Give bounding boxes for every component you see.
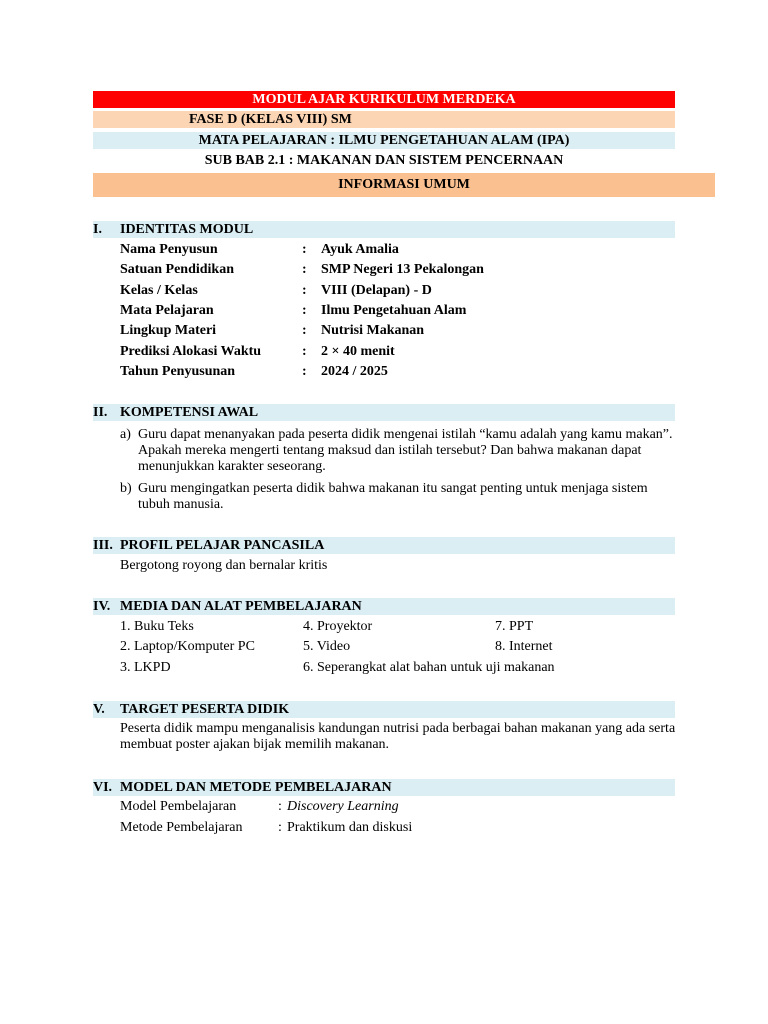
general-info-heading: INFORMASI UMUM [93, 173, 715, 197]
section-heading-identitas [93, 221, 675, 238]
subchapter-title: SUB BAB 2.1 : MAKANAN DAN SISTEM PENCERNAAN [204, 153, 564, 168]
identity-label: Tahun Penyusunan [120, 364, 236, 379]
identity-label: Kelas / Kelas [120, 283, 198, 298]
profile-text: Bergotong royong dan bernalar kritis [120, 558, 328, 573]
module-title: MODUL AJAR KURIKULUM MERDEKA [93, 91, 675, 108]
media-item: 5. Video [303, 639, 351, 654]
fase-label: FASE D (KELAS VIII) SM [189, 112, 352, 127]
section-heading-media [93, 598, 675, 615]
identity-separator: : [302, 303, 307, 318]
list-text: Guru mengingatkan peserta didik bahwa makanan itu sangat penting untuk menjaga sistem tubuh manusia. [138, 481, 648, 512]
method-value: Praktikum dan diskusi [287, 820, 413, 835]
identity-value: Ilmu Pengetahuan Alam [321, 303, 467, 318]
section-number: I. [93, 222, 102, 237]
method-label: Metode Pembelajaran [120, 820, 243, 835]
identity-value: VIII (Delapan) - D [321, 283, 432, 298]
media-item: 7. PPT [495, 619, 534, 634]
method-separator: : [278, 820, 282, 835]
media-item: 3. LKPD [120, 660, 171, 675]
list-marker: a) [120, 427, 131, 442]
section-title: MODEL DAN METODE PEMBELAJARAN [120, 780, 392, 795]
identity-label: Satuan Pendidikan [120, 262, 234, 277]
identity-separator: : [302, 323, 307, 338]
model-value: Discovery Learning [287, 799, 399, 814]
identity-value: SMP Negeri 13 Pekalongan [321, 262, 484, 277]
identity-separator: : [302, 283, 307, 298]
section-number: V. [93, 702, 105, 717]
fase-bar [93, 111, 675, 128]
subject-title: MATA PELAJARAN : ILMU PENGETAHUAN ALAM (IPA) [93, 132, 675, 149]
identity-value: 2024 / 2025 [321, 364, 388, 379]
identity-value: 2 × 40 menit [321, 344, 395, 359]
media-item: 6. Seperangkat alat bahan untuk uji makanan [303, 660, 555, 675]
identity-label: Mata Pelajaran [120, 303, 214, 318]
list-item [120, 427, 676, 475]
section-number: II. [93, 405, 108, 420]
section-heading-model [93, 779, 675, 796]
list-text: Guru dapat menanyakan pada peserta didik mengenai istilah “kamu adalah yang kamu makan”. Apakah mereka mengerti tentang maksud dan istilah tersebut? Dan bahwa makanan dapat menunjukkan karakter seseorang. [138, 427, 673, 474]
media-item: 8. Internet [495, 639, 553, 654]
identity-label: Lingkup Materi [120, 323, 217, 338]
section-heading-profil [93, 537, 675, 554]
section-title: TARGET PESERTA DIDIK [120, 702, 290, 717]
model-label: Model Pembelajaran [120, 799, 237, 814]
section-number: VI. [93, 780, 113, 795]
identity-separator: : [302, 262, 307, 277]
section-title: PROFIL PELAJAR PANCASILA [120, 538, 325, 553]
list-marker: b) [120, 481, 132, 496]
identity-label: Prediksi Alokasi Waktu [120, 344, 262, 359]
section-heading-kompetensi [93, 404, 675, 421]
section-number: III. [93, 538, 113, 553]
section-heading-target [93, 701, 675, 718]
identity-value: Nutrisi Makanan [321, 323, 425, 338]
media-item: 2. Laptop/Komputer PC [120, 639, 255, 654]
identity-value: Ayuk Amalia [321, 242, 399, 257]
identity-separator: : [302, 344, 307, 359]
identity-separator: : [302, 242, 307, 257]
model-separator: : [278, 799, 282, 814]
target-text: Peserta didik mampu menganalisis kandungan nutrisi pada berbagai bahan makanan yang ada serta membuat poster ajakan bijak memilih makanan. [120, 721, 676, 752]
section-number: IV. [93, 599, 111, 614]
identity-label: Nama Penyusun [120, 242, 218, 257]
media-item: 4. Proyektor [303, 619, 373, 634]
section-title: KOMPETENSI AWAL [120, 405, 259, 420]
section-title: MEDIA DAN ALAT PEMBELAJARAN [120, 599, 362, 614]
list-item [120, 481, 676, 513]
identity-separator: : [302, 364, 307, 379]
media-item: 1. Buku Teks [120, 619, 194, 634]
section-title: IDENTITAS MODUL [120, 222, 254, 237]
